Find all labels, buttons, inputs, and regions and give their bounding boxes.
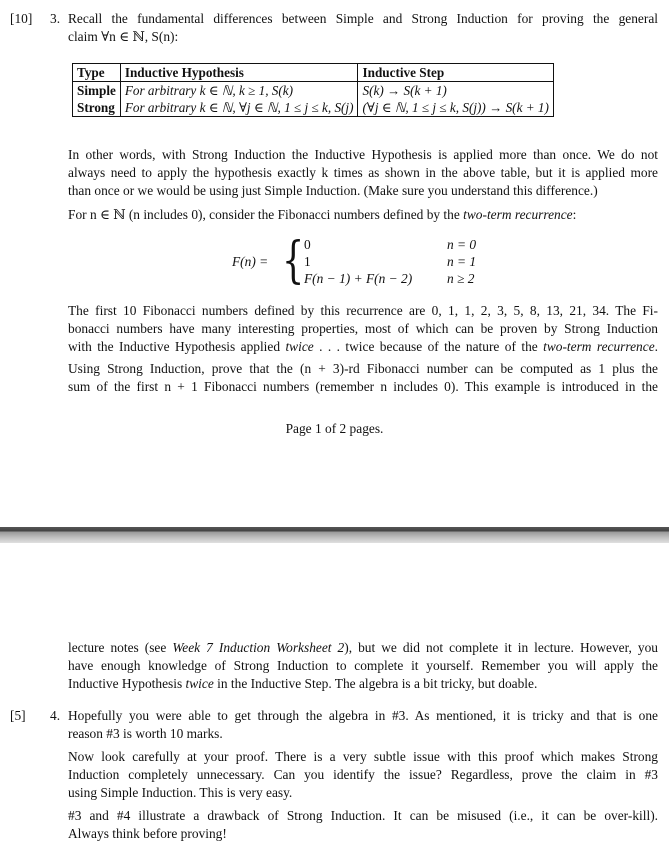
question-4-intro [68, 707, 658, 743]
case-condition: n = 1 [447, 254, 477, 269]
emphasis-twice: twice [285, 339, 314, 354]
question-3-task-continued [68, 639, 658, 693]
row-type: Simple [73, 82, 121, 100]
left-brace: { [282, 231, 305, 289]
paragraph-line: reason #3 is worth 10 marks. [68, 726, 223, 741]
table-row-strong [73, 99, 554, 117]
paragraph-line: Hopefully you were able to get through the algebra in #3. As mentioned, it is tricky and that is one [68, 708, 658, 723]
table-header-row [73, 64, 554, 82]
paragraph-line [68, 675, 658, 693]
line-text: lecture notes (see [68, 640, 173, 655]
case-value: 0 [304, 237, 311, 252]
fib-intro-colon: : [572, 207, 577, 222]
strong-induction-paragraph [68, 146, 658, 200]
line-text: in the Inductive Step. The algebra is a bit tricky, but doable. [213, 676, 538, 691]
paragraph-line: have enough knowledge of Strong Induction to complete it yourself. Remember you will apply the [68, 658, 658, 673]
page-footer: Page 1 of 2 pages. [285, 421, 384, 436]
emphasis-twice: twice [185, 676, 214, 691]
paragraph-line: #3 and #4 illustrate a drawback of Strong Induction. It can be misused (i.e., it can be over-kill). [68, 808, 658, 823]
question-3-marks: [10] [10, 11, 33, 26]
question-3-number: 3. [50, 11, 61, 26]
question-3-intro [68, 10, 658, 46]
line-text: ), but we did not complete it in lecture. However, you [344, 640, 658, 655]
fibonacci-properties-paragraph [68, 302, 658, 356]
case-value: 1 [304, 254, 311, 269]
paragraph-line: Always think before proving! [68, 826, 227, 841]
question-4-number: 4. [50, 708, 61, 723]
question-3-task-paragraph [68, 360, 658, 396]
fibonacci-recurrence [232, 231, 492, 290]
intro-line-2: claim ∀n ∈ ℕ, S(n): [68, 29, 179, 44]
paragraph-line: Using Strong Induction, prove that the (n + 3)-rd Fibonacci number can be computed as 1 plus the [68, 361, 658, 376]
case-condition: n = 0 [447, 237, 477, 252]
case-value: F(n − 1) + F(n − 2) [304, 271, 413, 286]
page-separator [0, 527, 669, 543]
header-inductive-step: Inductive Step [358, 64, 553, 82]
paragraph-line: than once or we would be using just Simple Induction. (Make sure you understand this difference.) [68, 183, 598, 198]
question-4-task-paragraph [68, 748, 658, 802]
paragraph-line: Now look carefully at your proof. There is a very subtle issue with this proof which makes Strong [68, 749, 658, 764]
row-type: Strong [73, 99, 121, 117]
line-text: . [654, 339, 658, 354]
emphasis-worksheet: Week 7 Induction Worksheet 2 [172, 640, 345, 655]
paragraph-line: bonacci numbers have many interesting properties, most of which can be proven by Strong Induction [68, 321, 658, 336]
fib-intro-text: For n ∈ ℕ (n includes 0), consider the Fibonacci numbers defined by the [68, 207, 464, 222]
line-text: with the Inductive Hypothesis applied [68, 339, 286, 354]
case-condition: n ≥ 2 [447, 271, 475, 286]
table-row-simple [73, 82, 554, 100]
paragraph-line [68, 639, 658, 657]
paragraph-line [68, 338, 658, 356]
paragraph-line: sum of the first n + 1 Fibonacci numbers (remember n includes 0). This example is introduced in the [68, 379, 658, 394]
line-text: . . . twice because of the nature of the [313, 339, 544, 354]
fibonacci-intro-line [68, 206, 658, 224]
page-two [0, 543, 669, 849]
line-text: Inductive Hypothesis [68, 676, 186, 691]
row-step: S(k) → S(k + 1) [358, 82, 553, 100]
recurrence-lhs: F(n) = [232, 254, 269, 269]
row-hypothesis: For arbitrary k ∈ ℕ, k ≥ 1, S(k) [120, 82, 358, 100]
fib-intro-emphasis: two-term recurrence [463, 207, 573, 222]
induction-comparison-table [72, 63, 554, 117]
paragraph-line: The first 10 Fibonacci numbers defined by this recurrence are 0, 1, 1, 2, 3, 5, 8, 13, 21, 34. The Fi- [68, 303, 658, 318]
paragraph-line: using Simple Induction. This is very easy. [68, 785, 293, 800]
header-type: Type [73, 64, 121, 82]
paragraph-line: always need to apply the hypothesis exactly k times as shown in the above table, but it is applied more [68, 165, 658, 180]
paragraph-line: In other words, with Strong Induction the Inductive Hypothesis is applied more than once. We do not [68, 147, 658, 162]
fibonacci-intro [68, 206, 658, 224]
emphasis-two-term-recurrence: two-term recurrence [543, 339, 655, 354]
question-4-closing-paragraph [68, 807, 658, 843]
paragraph-line: Induction completely unnecessary. Can you identify the issue? Regardless, prove the claim in #3 [68, 767, 658, 782]
row-step: (∀j ∈ ℕ, 1 ≤ j ≤ k, S(j)) → S(k + 1) [358, 99, 553, 117]
row-hypothesis: For arbitrary k ∈ ℕ, ∀j ∈ ℕ, 1 ≤ j ≤ k, S(j) [120, 99, 358, 117]
header-inductive-hypothesis: Inductive Hypothesis [120, 64, 358, 82]
question-4-marks: [5] [10, 708, 26, 723]
intro-line-1: Recall the fundamental differences between Simple and Strong Induction for proving the general [68, 11, 658, 26]
